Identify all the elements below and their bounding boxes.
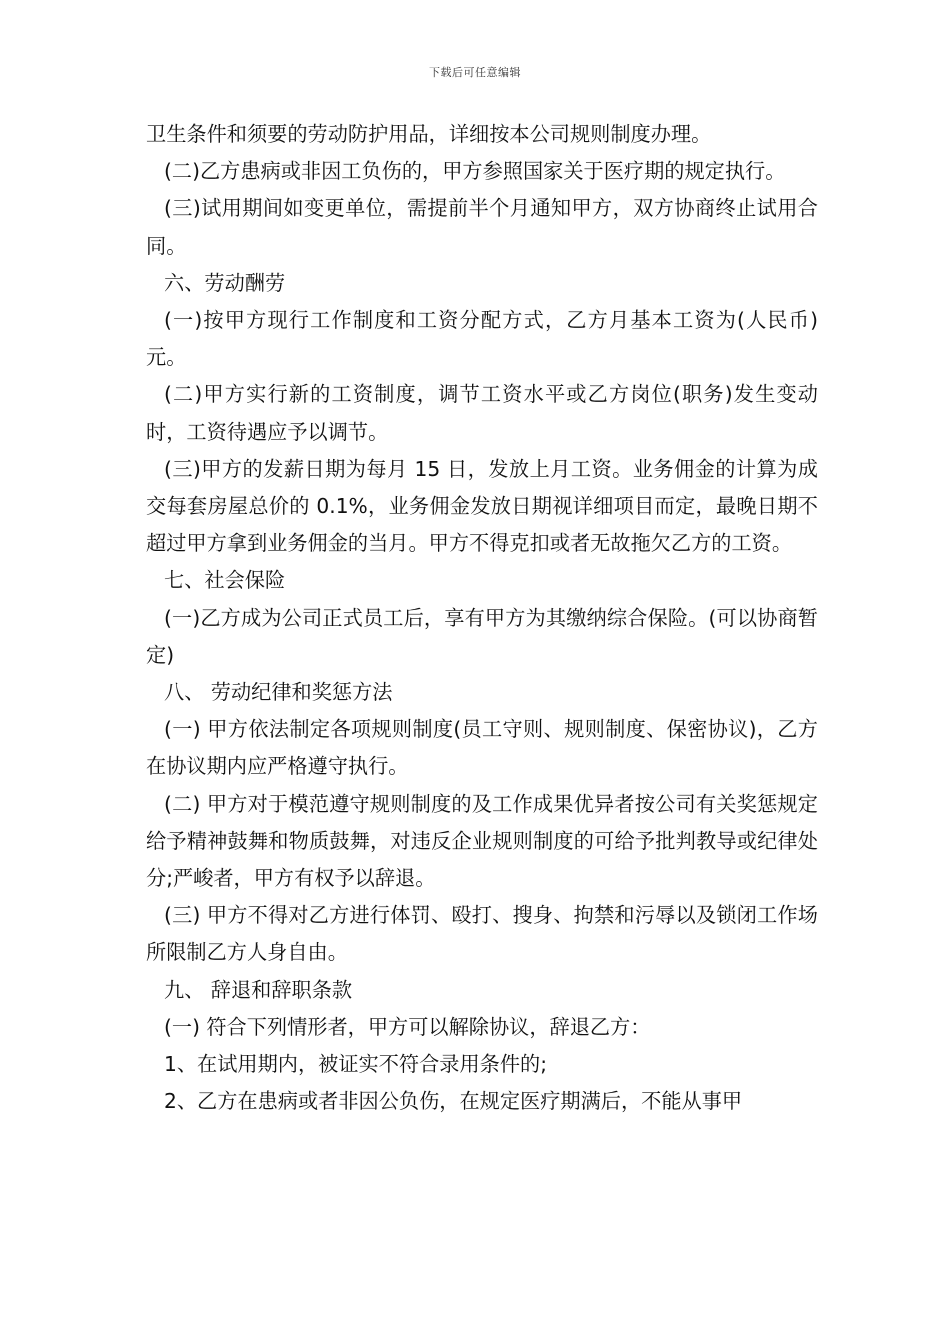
paragraph: (二)乙方患病或非因工负伤的，甲方参照国家关于医疗期的规定执行。 [164, 159, 786, 184]
paragraph: (三)试用期间如变更单位，需提前半个月通知甲方，双方协商终止试用合同。 [146, 196, 818, 258]
paragraph: (一) 符合下列情形者，甲方可以解除协议，辞退乙方： [164, 1014, 651, 1039]
section-heading: 九、 辞退和辞职条款 [164, 977, 353, 1002]
document-body [146, 116, 818, 1120]
section-heading: 六、劳动酬劳 [164, 270, 286, 295]
list-item: 2、乙方在患病或者非因公负伤，在规定医疗期满后，不能从事甲 [164, 1089, 743, 1114]
paragraph: (三) 甲方不得对乙方进行体罚、殴打、搜身、拘禁和污辱以及锁闭工作场所限制乙方人身自由。 [146, 903, 818, 965]
paragraph: (一)乙方成为公司正式员工后，享有甲方为其缴纳综合保险。(可以协商暂定) [146, 605, 818, 667]
section-heading: 八、 劳动纪律和奖惩方法 [164, 680, 393, 705]
section-heading: 七、社会保险 [164, 568, 286, 593]
paragraph: (二) 甲方对于模范遵守规则制度的及工作成果优异者按公司有关奖惩规定给予精神鼓舞和物质鼓舞，对违反企业规则制度的可给予批判教导或纪律处分;严峻者，甲方有权予以辞退。 [146, 791, 818, 891]
paragraph: (一) 甲方依法制定各项规则制度(员工守则、规则制度、保密协议)，乙方在协议期内应严格遵守执行。 [146, 717, 818, 779]
paragraph: (二)甲方实行新的工资制度，调节工资水平或乙方岗位(职务)发生变动时，工资待遇应予以调节。 [146, 382, 818, 444]
paragraph: (一)按甲方现行工作制度和工资分配方式，乙方月基本工资为(人民币) 元。 [146, 308, 818, 370]
paragraph: (三)甲方的发薪日期为每月 15 日，发放上月工资。业务佣金的计算为成交每套房屋总价的 0.1%，业务佣金发放日期视详细项目而定，最晚日期不超过甲方拿到业务佣金的当月。甲方不得克扣或者无故拖欠乙方的工资。 [146, 456, 818, 556]
paragraph: 卫生条件和须要的劳动防护用品，详细按本公司规则制度办理。 [146, 122, 712, 146]
list-item: 1、在试用期内，被证实不符合录用条件的; [164, 1052, 548, 1077]
page-header: 下载后可任意编辑 [429, 66, 521, 79]
